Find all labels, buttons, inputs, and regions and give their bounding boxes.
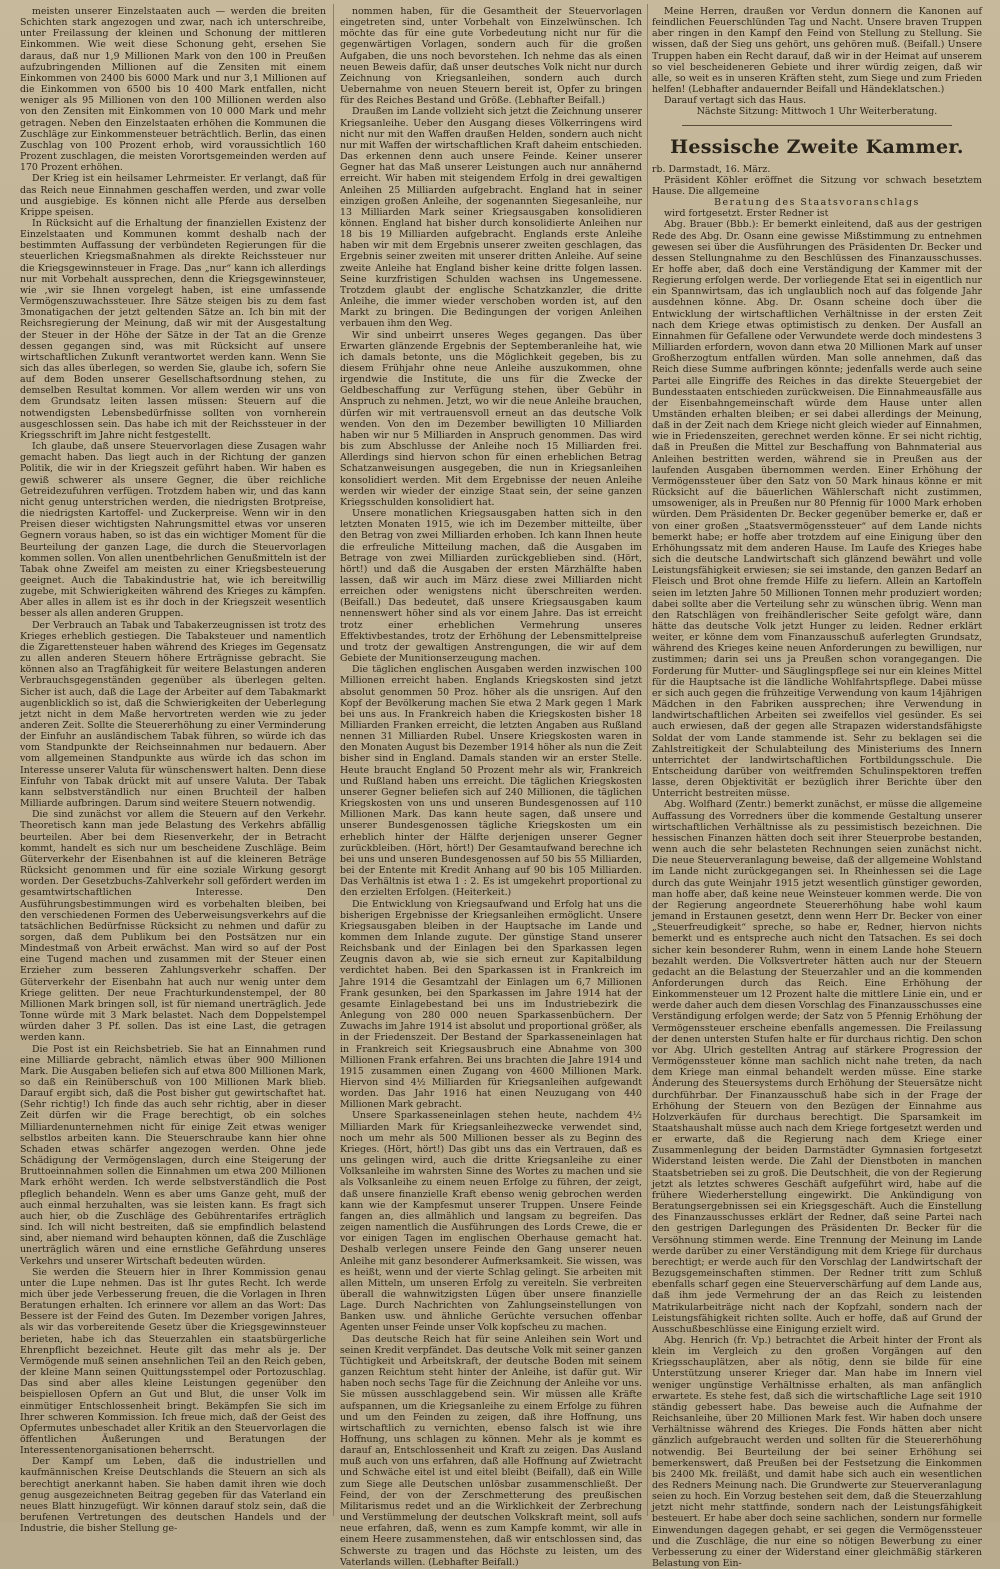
paragraph: Präsident Köhler eröffnet die Sitzung vor schwach besetztem Hause. Die allgemeine bbox=[652, 174, 982, 197]
paragraph: Die Post ist ein Reichsbetrieb. Sie hat an Einnahmen rund eine Milliarde gebracht, nämlich etwas über 900 Millionen Mark. Die Ausgaben beliefen sich auf etwa 800 Millionen Mark, so daß ein Reinüberschuß von 100 Millionen Mark blieb. Darauf ergibt sich, daß die Post bisher gut gewirtschaftet hat. (Sehr richtig!) Ich finde das auch sehr richtig, aber in dieser Zeit dürfen wir die Frage berechtigt, ob ein solches Milliardenunternehmen nicht für einige Zeit etwas weniger selbstlos arbeiten kann. Die Steuerschraube kann hier ohne Schaden etwas schärfer angezogen werden. Ohne jede Schädigung der Vermögenslagen, durch eine Steigerung der Bruttoeinnahmen sollen die Einnahmen um etwa 200 Millionen Mark erhöht werden. Ich werde selbstverständlich die Post pfleglich behandeln. Wenn es aber ums Ganze geht, muß der auch einmal herzuhalten, was sie leisten kann. Es fragt sich auch hier, ob die Zuschläge des Gebührentarifes erträglich sind. Ich will nicht bestreiten, daß sie empfindlich belastend sind, aber niemand wird behaupten können, daß die Zuschläge unerträglich wären und eine ernstliche Gefährdung unseres Verkehrs und unserer Wirtschaft bedeuten würden. bbox=[20, 1043, 326, 1267]
paragraph: Unsere monatlichen Kriegsausgaben hatten sich in den letzten Monaten 1915, wie ich im Dezember mitteilte, über den Betrag von zwei Milliarden erhoben. Ich kann Ihnen heute die erfreuliche Mitteilung machen, daß die Ausgaben im Betrage von zwei Milliarden zurückgeblieben sind. (Hört, hört!) und daß die Ausgaben der ersten Märzhälfte haben lassen, daß wir auch im März diese zwei Milliarden nicht erreichen oder wenigstens nicht überschreiten werden. (Beifall.) Das bedeutet, daß unsere Kriegsausgaben kaum nennenswert höher sind als vor einem Jahre. Das ist erreicht trotz einer erheblichen Vermehrung unseres Effektivbestandes, trotz der Erhöhung der Lebensmittelpreise und trotz der gewaltigen Anstrengungen, die wir auf dem Gebiete der Munitionserzeugung machen. bbox=[340, 508, 642, 665]
paragraph: Wir sind unbeirrt unseres Weges gegangen. Das über Erwarten glänzende Ergebnis der Septemberanleihe hat, wie ich damals betonte, uns die Möglichkeit gegeben, bis zu diesem Frühjahr ohne neue Anleihe auszukommen, ohne irgendwie die Institute, die uns für die Zwecke der Geldbeschaffung zur Verfügung stehen, über Gebühr in Anspruch zu nehmen. Jetzt, wo wir die neue Anleihe brauchen, dürfen wir mit vertrauensvoll erneut an das deutsche Volk wenden. Von den im Dezember bewilligten 10 Milliarden haben wir nur 5 Milliarden in Anspruch genommen. Das wird bis zum Abschlusse der Anleihe noch 15 Milliarden frei. Allerdings sind hiervon schon für einen erheblichen Betrag Schatzanweisungen ausgegeben, die nun in Kriegsanleihen konsolidiert werden. Mit dem Ergebnisse der neuen Anleihe werden wir wieder der einzige Staat sein, der seine ganzen Kriegsschulden konsolidiert hat. bbox=[340, 329, 642, 508]
paragraph: meisten unserer Einzelstaaten auch — werden die breiten Schichten stark angezogen und zwar, nach ich unterschreibe, unter Freilassung der kleinen und Schonung der mittleren Einkommen. Wie weit diese Schonung geht, ersehen Sie daraus, daß nur 1,9 Millionen Mark von den 100 in Preußen aufzubringenden Millionen auf die Zensiten mit einem Einkommen von 2400 bis 6000 Mark und nur 3,1 Millionen auf die Einkommen von 6500 bis 10 400 Mark entfallen, nicht weniger als 95 Millionen von den 100 Millionen werden also von den Zensiten mit Einkommen von 10 000 Mark und mehr getragen. Neben den Einzelstaaten erhöhen die Kommunen die Zuschläge zur Einkommensteuer beträchtlich. Berlin, das einen Zuschlag von 100 Prozent erhob, wird voraussichtlich 160 Prozent zuschlagen, die meisten Vorortsgemeinden werden auf 170 Prozent erhöhen. bbox=[20, 6, 326, 174]
article-headline: Hessische Zweite Kammer. bbox=[670, 135, 964, 158]
column-rule bbox=[647, 4, 648, 1516]
column-3 bbox=[652, 6, 982, 1569]
paragraph: Sie werden die Steuern hier in Ihrer Kommission genau unter die Lupe nehmen. Das ist Ihr gutes Recht. Ich werde mich über jede Verbesserung freuen, die die Vorlagen in Ihren Beratungen erhalten. Ich erinnere vor allem an das Wort: Das Bessere ist der Feind des Guten. Im Dezember vorigen Jahres, als wir das vorbereitende Gesetz über die Kriegsgewinnsteuer berieten, habe ich das Steuerzahlen ein staatsbürgerliche Ehrenpflicht bezeichnet. Heute gilt das mehr als je. Der Vermögende muß seinen ansehnlichen Teil an den Reich geben, der kleine Mann seinen Quittungsstempel oder Portozuschlag. Das sind aber alles kleine Leistungen gegenüber den beispiellosen Opfern an Gut und Blut, die unser Volk im einmütiger Entschlossenheit bringt. Bekämpfen Sie sich im Ihrer schweren Kommission. Ich freue mich, daß der Geist des Opfermutes unbeschadet aller Kritik an den Steuervorlagen die öffentlichen Äußerungen und Beratungen der Interessentenorganisationen beherrscht. bbox=[20, 1266, 326, 1457]
subheading: Beratung des Staatsvoranschlags bbox=[714, 197, 920, 209]
next-session-note: Nächste Sitzung: Mittwoch 1 Uhr Weiterberatung. bbox=[696, 106, 938, 118]
paragraph: Der Kampf um Leben, daß die industriellen und kaufmännischen Kreise Deutschlands die Steuern an sich als berechtigt anerkannt haben. Sie haben damit ihren wie doch genug ausgezeichneten Beitrag gegeben für das Vaterland ein neues Blatt hinzugefügt. Wir können darauf stolz sein, daß die berufenen Vertretungen des deutschen Handels und der Industrie, die bisher Stellung ge- bbox=[20, 1456, 326, 1535]
paragraph: Unsere Sparkasseneinlagen stehen heute, nachdem 4½ Milliarden Mark für Kriegsanleihezwecke verwendet sind, noch um mehr als 500 Millionen besser als zu Beginn des Krieges. (Hört, hört!) Das gibt uns das ein Vertrauen, daß es uns gelingen wird, auch die dritte Kriegsanleihe zu einer Volksanleihe im wahrsten Sinne des Wortes zu machen und sie als Volksanleihe zu einem neuen Erfolge zu führen, der zeigt, daß unsere finanzielle Kraft ebenso wenig gebrochen werden kann wie der Kampfesmut unserer Truppen. Unsere Feinde fangen an, dies allmählich und langsam zu begreifen. Das zeigen namentlich die Ausführungen des Lords Crewe, die er vor einigen Tagen im englischen Oberhause gemacht hat. Deshalb verlegen unsere Feinde den Gang unserer neuen Anleihe mit ganz besonderer Aufmerksamkeit. Sie wissen, was es heißt, wenn und der vierte Schlag gelingt. Sie arbeiten mit allen Mitteln, um unseren Erfolg zu vereiteln. Sie verbreiten überall die wahnwitzigsten Lügen über unsere finanzielle Lage. Durch Nachrichten von Zahlungseinstellungen von Banken usw. und ähnliche Gerüchte versuchen offenbar Agenten unser Feinde unser Volk kopfscheu zu machen. bbox=[340, 1110, 642, 1334]
paragraph: Die täglichen englischen Ausgaben werden inzwischen 100 Millionen erreicht haben. Englands Kriegskosten sind jetzt absolut genommen 50 Proz. höher als die unsrigen. Auf den Kopf der Bevölkerung machen Sie etwa 2 Mark gegen 1 Mark bei uns aus. In Frankreich haben die Kriegskosten bisher 18 Milliarden Franken erreicht, die letzten Angaben aus Rußland nennen 31 Milliarden Rubel. Unsere Kriegskosten waren in den Monaten August bis Dezember 1914 höher als nun die Zeit bisher sind in England. Damals standen wir an erster Stelle. Heute braucht England 50 Prozent mehr als wir, Frankreich und Rußland haben uns erreicht. Die täglichen Kriegskosten unserer Gegner beliefen sich auf 240 Millionen, die täglichen Kriegskosten von uns und unseren Bundesgenossen auf 110 Millionen Mark. Das kann heute sagen, daß unsere und unserer Bundesgenossen tägliche Kriegskosten um ein erheblich hinter der Hälfte derjenigen unserer Gegner zurückbleiben. (Hört, hört!) Der Gesamtaufwand berechne ich bei uns und unseren Bundesgenossen auf 50 bis 55 Milliarden, bei der Entente mit Kredit Anhang auf 90 bis 105 Milliarden. Das Verhältnis ist etwa 1 : 2. Es ist umgekehrt proportional zu den erzielten Erfolgen. (Heiterkeit.) bbox=[340, 664, 642, 899]
paragraph: Abg. Wolfhard (Zentr.) bemerkt zunächst, er müsse die allgemeine Auffassung des Vorredners über die kommende Gestaltung unserer wirtschaftlichen Verhältnisse als zu pessimistisch bezeichnen. Die hessischen Finanzen hätten doch seit ihrer Steuerprobe bestanden, wenn auch die sehr belasteten Rechnungen seien zunächst nicht. Die neue Steuerveranlagung beweise, daß der allgemeine Wohlstand im Lande nicht zurückgegangen sei. In Rheinhessen sei die Lage durch das gute Weinjahr 1915 jetzt wesentlich günstiger geworden, man hoffe aber, daß keine neue Weinsteuer kommen werde. Die von der Regierung angeordnete Steuererhöhung habe wohl kaum jemand in Erstaunen gesetzt, denn wenn Herr Dr. Becker von einer „Steuerfreudigkeit“ spreche, so habe er, Redner, hiervon nichts bemerkt und es entspreche auch nicht den Tatsachen. Es sei doch sicher kein besonderer Ruhm, wenn in einem Lande hohe Steuern bezahlt werden. Die Volksvertreter hätten auch nur der Steuern gedacht an die Belastung der Steuerzahler und an die kommenden Anforderungen durch das Reich. Eine Erhöhung der Einkommensteuer um 12 Prozent halte die mittlere Linie ein, und er werde daher auch dem diesen Vorschlag des Finanzausschusses eine Verständigung erfolgen werde; der Satz von 5 Pfennig Erhöhung der Vermögenssteuer erscheine ebenfalls angemessen. Die Freilassung der denen untersten Stufen halte er für durchaus richtig. Den schon vor Abg. Ulrich gestellten Antrag auf stärkere Progression der Vermögenssteuer könne man sachlich nicht nahe treten, da nach dem Kriege man einmal behandelt werden müsse. Eine starke Änderung des Steuersystems durch Erhöhung der Steuersätze nicht durchführbar. Der Finanzausschuß habe sich in der Frage der Erhöhung der Steuern von den Bezügen der Einnahme aus Holzverkäufen für durchaus berechtigt. Die Sparsamkeit im Staatshaushalt müsse auch nach dem Kriege fortgesetzt werden und er erwarte, daß die Regierung nach dem Kriege einer Zusammenlegung der beiden Darmstädter Gymnasien fortgesetzt Widerstand leisten werde. Die Zahl der Dienstboten in manchen Staatsbetrieben sei zu groß. Die Deutschheit, die von der Regierung jetzt als letztes schweres Geschäft aufgeführt wird, habe auf die frühere Wiederherstellung eingewirkt. Die Ankündigung von Beratungsergebnissen sei ein Kriegsgeschäft. Auch die Einstellung des Finanzausschusses erklärt der Redner, daß seine Partei nach den gestrigen Darlegungen des Präsidenten Dr. Becker für die Versöhnung stimmen werde. Eine Trennung der Meinung im Lande werde darüber zu einer Verständigung mit dem Kriege für durchaus berechtigt; er werde auch für den Vorschlag der Landwirtschaft der Bezugsgemeinschaften stimmen. Der Redner tritt zum Schluß ebenfalls scharf gegen eine Steuerverschärfung auf dem Lande aus, daß ihm jede Vermehrung der an das Reich zu leistenden Matrikularbeiträge nicht nach der Kopfzahl, sondern nach der Leistungsfähigkeit richten sollte. Auch er hoffe, daß auf Grund der Ausschußbeschlüsse eine Einigung erzielt wird. bbox=[652, 799, 982, 1335]
paragraph: Draußen im Lande vollzieht sich jetzt die Zeichnung unserer Kriegsanleihe. Ueber den Ausgang dieses Völkerringens wird nicht nur mit den Waffen draußen Helden, sondern auch nicht nur mit Waffen der wirtschaftlichen Kraft daheim entschieden. Das erkennen denn auch unsere Feinde. Keiner unserer Gegner hat das Maß unserer Leistungen auch nur annähernd erreicht. Wir haben mit steigendem Erfolg in drei gewaltigen Anleihen 25 Milliarden aufgebracht. England hat in seiner einzigen großen Anleihe, der sogenannten Siegesanleihe, nur 13 Milliarden Mark seiner Kriegsausgaben konsolidieren können. England hat bisher durch konsolidierte Anleihen nur 18 bis 19 Milliarden aufgebracht. Englands erste Anleihe haben wir mit dem Ergebnis unserer zweiten geschlagen, das Ergebnis seiner zweiten mit unserer dritten Anleihe. Auf seine zweite Anleihe hat England bisher keine dritte folgen lassen. Seine kurzfristigen Schulden wachsen ins Ungemessene. Trotzdem glaubt der englische Schatzkanzler, die dritte Anleihe, die immer wieder verschoben worden ist, auf den Markt zu bringen. Die Bedingungen der vorigen Anleihen verbauen ihm den Weg. bbox=[340, 106, 642, 330]
paragraph: Die sind zunächst vor allem die Steuern auf den Verkehr. Theoretisch kann man jede Belastung des Verkehrs abfällig beurteilen. Aber bei dem Riesenverkehr, der in Betracht kommt, handelt es sich nur um bescheidene Zuschläge. Beim Güterverkehr der Eisenbahnen ist auf die kleineren Beträge Rücksicht genommen und für eine soziale Wirkung gesorgt worden. Der Gesetzbuchs-Zahlverkehr soll gefördert werden im gesamtwirtschaftlichen Interesse. Den Ausführungsbestimmungen wird es vorbehalten bleiben, bei den verschiedenen Formen des Ueberweisungsverkehrs auf die tatsächlichen Bedürfnisse Rücksicht zu nehmen und dafür zu sorgen, daß dem Publikum bei den Postsätzen nur ein Mindestmaß von Arbeit erwächst. Man wird so auf der Post eine Tugend machen und zusammen mit der Steuer einen Erzieher zum besseren Zahlungsverkehr schaffen. Der Güterverkehr der Eisenbahn hat auch nur wenig unter dem Kriege gelitten. Der neue Frachturkundenstempel, der 80 Millionen Mark bringen soll, ist für niemand unerträglich. Jede Tonne würde mit 3 Mark belastet. Nach dem Doppelstempel würden daher 3 Pf. sollen. Das ist eine Last, die getragen werden kann. bbox=[20, 809, 326, 1044]
paragraph: Der Verbrauch an Tabak und Tabakerzeugnissen ist trotz des Krieges erheblich gestiegen. Die Tabaksteuer und namentlich die Zigarettensteuer haben während des Krieges im Gegensatz zu allen anderen Steuern höhere Erträgnisse gebracht. Sie können also an Tragfähigkeit für weitere Belastungen anderen Verbrauchsgegenständen gegenüber als überlegen gelten. Sicher ist auch, daß die Lage der Arbeiter auf dem Tabakmarkt augenblicklich so ist, daß die Schwierigkeiten der Ueberlegung jetzt nicht in dem Maße hervortreten werden wie zu jeder anderen Zeit. Sollte die Steuererhöhung zu einer Verminderung der Einfuhr an ausländischem Tabak führen, so würde ich das vom Standpunkte der Reichseinnahmen nur bedauern. Aber vom allgemeinen Standpunkte aus würde ich das schon im Interesse unserer Valuta für wünschenswert halten. Denn diese Einfuhr von Tabak drückt mit auf unsere Valuta. Der Tabak kann selbstverständlich nur einen Bruchteil der halben Milliarde aufbringen. Darum sind weitere Steuern notwendig. bbox=[20, 619, 326, 810]
paragraph: In Rücksicht auf die Erhaltung der finanziellen Existenz der Einzelstaaten und Kommunen kommt deshalb nach der bestimmten Auffassung der verbündeten Regierungen für die steuerlichen Kriegsmaßnahmen als direkte Reichssteuer nur die Kriegsgewinnsteuer in Frage. Das „nur“ kann ich allerdings nur mit Vorbehalt aussprechen, denn die Kriegsgewinnsteuer, wie ,wir sie Ihnen vorgelegt haben, ist eine umfassende Vermögenszuwachssteuer. Ihre Sätze steigen bis zu dem fast 3monatigachen der jetzt geltenden Sätze an. Ich bin mit der Reichsregierung der Meinung, daß wir mit der Ausgestaltung der Steuer in der Höhe der Sätze in der Tat an die Grenze dessen gegangen sind, was mit Rücksicht auf unsere wirtschaftlichen Zukunft verantwortet werden kann. Wenn Sie sich das alles überlegen, so werden Sie, glaube ich, sofern Sie auf dem Boden unserer Gesellschaftsordnung stehen, zu demselben Resultat kommen. Vor allem werden wir uns von dem Grundsatz leiten lassen müssen: Steuern auf die notwendigsten Lebensbedürfnisse sollten von vornherein ausgeschlossen sein. Das habe ich mit der Reichssteuer in der Kriegsschrift im Jahre nicht festgestellt. bbox=[20, 217, 326, 441]
paragraph: nommen haben, für die Gesamtheit der Steuervorlagen eingetreten sind, unter Vorbehalt von Einzelwünschen. Ich möchte das für eine gute Vorbedeutung nicht nur für die gegenwärtigen Vorlagen, sondern auch für die großen Aufgaben, die uns noch bevorstehen. Ich nehme das als einen neuen Beweis dafür, daß unser deutsches Volk nicht nur durch Zeichnung von Kriegsanleihen, sondern auch durch Uebernahme von neuen Steuern bereit ist, Opfer zu bringen für des Reiches Bestand und Größe. (Lebhafter Beifall.) bbox=[340, 6, 642, 107]
paragraph: Der Krieg ist ein heilsamer Lehrmeister. Er verlangt, daß für das Reich neue Einnahmen geschaffen werden, und zwar volle und ausgiebige. Es können nicht alle Pferde aus derselben Krippe speisen. bbox=[20, 173, 326, 218]
paragraph: Meine Herren, draußen vor Verdun donnern die Kanonen auf feindlichen Feuerschlünden Tag und Nacht. Unsere braven Truppen aber ringen in den Kampf den Feind von Stellung zu Stellung. Sie wissen, daß der Sieg uns gehört, uns gehören muß. (Beifall.) Unsere Truppen haben ein Recht darauf, daß wir in der Heimat auf unserem so viel bescheideneren Gebiete und ihrer würdig zeigen, daß wir alle, so weit es in unseren Kräften steht, zum Siege und zum Frieden helfen! (Lebhafter andauernder Beifall und Händeklatschen.) bbox=[652, 6, 982, 96]
adjournment-note: Darauf vertagt sich das Haus. bbox=[664, 95, 807, 107]
paragraph: wird fortgesetzt. Erster Redner ist bbox=[664, 208, 829, 220]
paragraph: Das deutsche Reich hat für seine Anleihen sein Wort und seinen Kredit verpfändet. Das deutsche Volk mit seiner ganzen Tüchtigkeit und Arbeitskraft, der deutsche Boden mit seinem ganzen Reichtum steht hinter der Anleihe, ist dafür gut. Wir haben noch sechs Tage für die Zeichnung der Anleihe vor uns. Sie müssen ausschlaggebend sein. Wir müssen alle Kräfte aufspannen, um die Kriegsanleihe zu einem Erfolge zu führen und um den Feinden zu zeigen, daß ihre Hoffnung, uns wirtschaftlich zu vernichten, ebenso falsch ist wie ihre Hoffnung, uns schlagen zu können. Mehr als je kommt es darauf an, Entschlossenheit und Kraft zu zeigen. Das Ausland muß auch von uns erfahren, daß alle Hoffnung auf Zwietracht und Schwäche eitel ist und eitel bleibt (Beifall), daß ein Wille zum Siege alle Deutschen unlösbar zusammenschließt. Der Feind, der von der Zerschmetterung des preußischen Militarismus redet und an die Wirklichkeit der Zerbrechung und Verstümmelung der deutschen Volkskraft meint, soll aufs neue erfahren, daß, wenn es zum Kampfe kommt, wir alle in einem Heere zusammenstehen, daß wir entschlossen sind, das Schwerste zu tragen und das Höchste zu leisten, um des Vaterlands willen. (Lebhafter Beifall.) bbox=[340, 1333, 642, 1568]
dateline: rb. Darmstadt, 16. März. bbox=[652, 163, 771, 175]
section-divider bbox=[682, 125, 952, 126]
paragraph: Abg. Henrich (fr. Vp.) betrachtet die Arbeit hinter der Front als klein im Vergleich zu den großen Vorgängen auf den Kriegsschauplätzen, aber als nötig, denn sie bilde für eine Unterstützung unserer Krieger dar. Man habe im Innern viel weniger ungünstige Verhältnisse erhalten, als man anfänglich erwartete. Es stehe fest, daß sich die wirtschaftliche Lage seit 1910 ständig gebessert habe. Das beweise auch die Aufnahme der Reichsanleihe, über 20 Millionen Mark fest. Wir haben doch unsere Verhältnisse während des Krieges. Die Fonds hätten aber nicht gänzlich aufgebraucht werden und sollten für die Steuererhöhung notwendig. Bei Beurteilung der bei seiner Erhöhung sei bemerkenswert, daß Preußen bei der Festsetzung die Einkommen bis 2400 Mk. freiläßt, und damit habe sich auch ein wesentlichen des Redners Meinung nach. Die Grundwerte zur Steuerveranlagung seien zu hoch. Ein Vorzug bestehen seit dem, daß die Steuerzahlung jetzt nicht mehr stattfinde, sondern nach der Leistungsfähigkeit besteuert. Er habe aber doch seine sachlichen, sondern nur formelle Einwendungen dagegen gehabt, er sei gegen die Vermögenssteuer und die Zuschläge, die nur eine so nötigen Bewerbung zu einer Verbesserung zu einer der Widerstand einer gleichmäßig stärkeren Belastung von Ein- bbox=[652, 1334, 982, 1569]
paragraph: Abg. Brauer (Bbb.): Er bemerkt einleitend, daß aus der gestrigen Rede des Abg. Dr. Osann eine gewisse Mißstimmung zu entnehmen gewesen sei über die Ausführungen des Präsidenten Dr. Becker und dessen Stellungnahme zu den Beschlüssen des Finanzausschusses. Er hoffe aber, daß doch eine Verständigung der Kammer mit der Regierung erfolgen werde. Der vorliegende Etat sei in eigentlich nur ein Spannwirtsam, das ich unglaublich noch auf das folgende Jahr ausdehnen könne. Abg. Dr. Osann scheine doch über die Entwicklung der wirtschaftlichen Verhältnisse in der ersten Zeit nach dem Kriege etwas optimistisch zu denken. Der Ausfall an Einnahmen für Gefallene oder Verwundete werde doch mindestens 3 Milliarden erfordern, wovon dann etwa 20 Millionen Mark auf unser Großherzogtum entfallen würden. Man solle annehmen, daß das Reich diese Summe aufbringen könnte; jedenfalls werde auch seine Partei alle Eingriffe des Reiches in das direkte Steuergebiet der Bundesstaaten entschieden zurückweisen. Die Einnahmeausfälle aus der Eisenbahngemeinschaft würde dem Hause unter allen Umständen erhalten bleiben; er sei dabei allerdings der Meinung, daß in der Zeit nach dem Kriege nicht gleich wieder auf Einnahmen, wie in Friedenszeiten, gerechnet werden könne. Er sei nicht richtig, daß in Preußen die Mittel zur Beschaffung von Bahnmaterial aus Anleihen bestritten werden, während sie in Preußen aus der laufenden Ausgaben übernommen werden. Einer Erhöhung der Vermögenssteuer über den Satz von 50 Mark hinaus könne er mit Rücksicht auf die bäuerlichen Wählerschaft nicht zustimmen, umsoweniger, als in Preußen nur 80 Pfennig für 1000 Mark erhoben würden. Dem Präsidenten Dr. Becker gegenüber bemerke er, daß er von einer großen „Staatsvermögenssteuer“ auf dem Lande nichts bemerkt habe; er hoffe aber trotzdem auf eine Einigung über den Erhöhungssatz mit dem anderen Hause. Im Laufe des Krieges habe sich die deutsche Landwirtschaft sich glänzend bewährt und volle Leistungsfähigkeit erwiesen; sie sei imstande, den ganzen Bedarf an Fleisch und Brot ohne fremde Hilfe zu liefern. Allein an Kartoffeln seien im letzten Jahre 50 Millionen Tonnen mehr produziert worden; dabei sollte aber die Verteilung sehr zu wünschen übrig. Wenn man den Ratschlägen von freihändlerischer Seite gefolgt wäre, dann hätte das deutsche Volk jetzt Hunger zu leiden. Redner erklärt weiter, er könne dem vom Finanzausschuß auferlegten Grundsatz, während des Krieges keine neuen Anforderungen zu bewilligen, nur zustimmen; darin sei uns ja Preußen schon vorangegangen. Die Forderung für Mutter- und Säuglingspflege sei nur ein kleines Mittel für die Hauptsache ist die ländliche Wohlfahrtspflege. Dabei müsse er sich auch gegen die frühzeitige Verwendung von kaum 14jährigen Mädchen in den Fabriken aussprechen; ihre Verwendung in landwirtschaftlichen Arbeiten sei zweifellos viel gesünder. Es sei auch erwiesen, daß der gegen alle Strapazen widerstandsfähigste Soldat der vom Lande stammende ist. Sehr zu beklagen sei die Zahlstreitigkeit der Schulabteilung des Ministeriums des Innern unterrichtet der landwirtschaftlichen Fortbildungsschule. Die Entscheidung darüber von weitfremden Schulinspektoren treffen lasse, deren Objektivität er bezüglich ihrer Berichte über den Unterricht bestreiten müsse. bbox=[652, 219, 982, 800]
column-2 bbox=[340, 6, 642, 1568]
paragraph: Ich glaube, daß unsere Steuervorlagen diese Zusagen wahr gemacht haben. Das liegt auch in der Richtung der ganzen Politik, die wir in der Kriegszeit geführt haben. Wir haben es gewiß schwerer als unsere Gegner, die über reichliche Getreidezufuhren verfügen. Trotzdem haben wir, und das kann nicht genug unterstrichen werden, die niedrigsten Brotpreise, die niedrigsten Kartoffel- und Zuckerpreise. Wenn wir in den Preisen dieser wichtigsten Nahrungsmittel etwas vor unseren Gegnern voraus haben, so ist das ein wichtiger Moment für die Beurteilung der ganzen Lage, die durch die Steuervorlagen kommen sollen. Von allen unentbehrlichen Genußmitteln ist der Tabak ohne Zweifel am meisten zu einer Kriegsbesteuerung geeignet. Auch die Tabakindustrie hat, wie ich bereitwillig zugebe, mit Schwierigkeiten während des Krieges zu kämpfen. Aber alles in allem ist es ihr doch in der Kriegszeit wesentlich besser als allen anderen Gruppen. bbox=[20, 441, 326, 620]
column-1 bbox=[20, 6, 326, 1535]
column-rule bbox=[333, 4, 334, 1516]
paragraph: Die Entwicklung von Kriegsaufwand und Erfolg hat uns die bisherigen Ergebnisse der Kriegsanleihen ermöglicht. Unsere Kriegsausgaben bleiben in der Hauptsache im Lande und kommen dem Inlande zugute. Der günstige Stand unserer Reichsbank und der Einlagen bei den Sparkassen legen Zeugnis davon ab, wie sie sich erneut zur Kapitalbildung verdichtet haben. Bei den Sparkassen ist in Frankreich im Jahre 1914 die Gesamtzahl der Einlagen um 6,7 Millionen Frank gesunken, bei den Sparkassen im Jahre 1914 hat der gesamte Einlagebestand bei uns im Industriebezirk die Anlegung von 280 000 neuen Sparkassenbüchern. Der Zuwachs im Jahre 1914 ist absolut und proportional größer, als in der Friedenszeit. Der Bestand der Sparkasseneinlagen hat in Frankreich seit Kriegsausbruch eine Abnahme von 300 Millionen Frank erfahren. Bei uns brachten die Jahre 1914 und 1915 zusammen einen Zugang von 4600 Millionen Mark. Hiervon sind 4½ Milliarden für Kriegsanleihen aufgewandt worden. Das Jahr 1916 hat einen Neuzugang von 440 Millionen Mark gebracht. bbox=[340, 898, 642, 1111]
